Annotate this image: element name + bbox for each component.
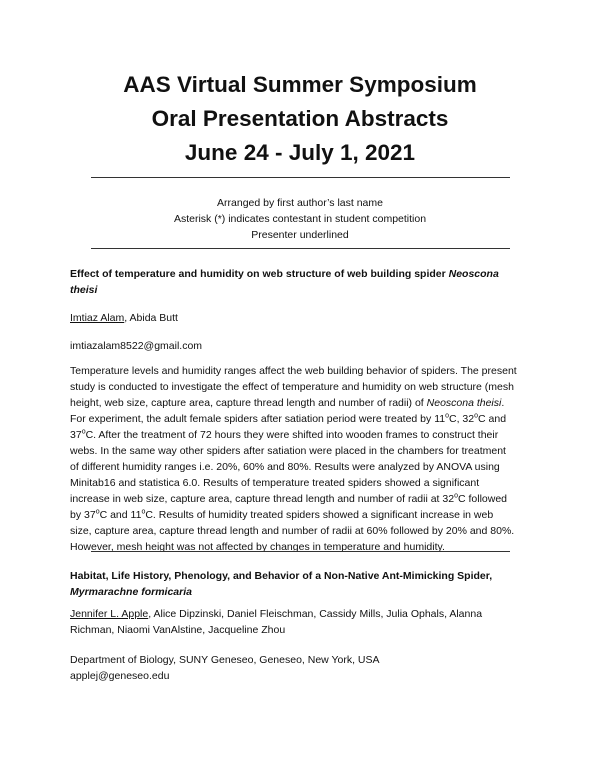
divider-rule xyxy=(91,177,510,178)
title-line-1: AAS Virtual Summer Symposium xyxy=(123,72,477,97)
divider-rule xyxy=(91,248,510,249)
abstract-1-coauthors: , Abida Butt xyxy=(124,312,178,324)
presenter-note: Presenter underlined xyxy=(251,229,349,241)
abstract-1-body xyxy=(70,363,532,555)
abstract-1-title-species-end: theisi xyxy=(70,284,98,296)
body-line: of different humidity ranges i.e. 20%, 60% and 80%. Results were analyzed by ANOVA using xyxy=(70,461,500,473)
abstract-1-presenter: Imtiaz Alam xyxy=(70,312,125,324)
body-line: Minitab16 and statistica 6.0. Results of temperature treated spiders showed a significant xyxy=(70,477,480,489)
title-line-3: June 24 - July 1, 2021 xyxy=(184,140,416,165)
abstract-2-title-text: Habitat, Life History, Phenology, and Behavior of a Non-Native Ant-Mimicking Spider, xyxy=(70,570,493,582)
abstract-2-title-species: Myrmarachne formicaria xyxy=(70,586,192,598)
abstract-1-title xyxy=(70,266,532,298)
body-line: webs. In the same way other spiders after satiation were placed in the chambers for treatment xyxy=(70,445,506,457)
abstract-2-coauthors-line-2: Richman, Niaomi VanAlstine, Jacqueline Zhou xyxy=(70,624,286,636)
abstract-1-title-text: Effect of temperature and humidity on web structure of web building spider xyxy=(70,268,449,280)
abstract-1-title-species: Neoscona xyxy=(448,268,499,280)
body-line: 37$^o$C. After the treatment of 72 hours they were shifted into wooden frames to construct their xyxy=(70,428,499,441)
body-line: However, mesh height was not affected by changes in temperature and humidity. xyxy=(70,541,445,553)
body-line: Temperature levels and humidity ranges affect the web building behavior of spiders. The present xyxy=(70,365,517,377)
abstract-1-authors xyxy=(70,310,532,326)
body-line: size, capture area, capture thread length and number of radii at 60% followed by 20% and 80%. xyxy=(70,525,515,537)
divider-rule xyxy=(91,551,510,552)
inline-species-name: Neoscona theisi xyxy=(426,397,502,409)
symposium-title xyxy=(0,68,600,170)
title-line-2: Oral Presentation Abstracts xyxy=(151,106,449,131)
body-line: increase in web size, capture area, capture thread length and number of radii at 32$^o$C followed xyxy=(70,492,508,505)
abstract-2-affiliation: Department of Biology, SUNY Geneseo, Geneseo, New York, USA xyxy=(70,654,380,666)
body-line: by 37$^o$C and 11$^o$C. Results of humidity treated spiders showed a significant increase in web xyxy=(70,508,494,521)
abstract-2-coauthors: , Alice Dipzinski, Daniel Fleischman, Cassidy Mills, Julia Ophals, Alanna xyxy=(148,608,483,620)
abstract-2-title xyxy=(70,568,532,600)
body-line: For experiment, the adult female spiders after satiation period were treated by 11$^o$C, 32$^o$C and xyxy=(70,412,507,425)
body-line: height, web size, capture area, capture thread length and number of radii) of Neoscona theisi. xyxy=(70,397,505,409)
abstract-2-authors xyxy=(70,606,532,638)
ordering-note: Arranged by first author’s last name xyxy=(217,197,383,209)
abstract-2-presenter: Jennifer L. Apple xyxy=(70,608,149,620)
body-line: study is conducted to investigate the effect of temperature and humidity on web structure (mesh xyxy=(70,381,514,393)
abstract-1-email: imtiazalam8522@gmail.com xyxy=(70,340,203,352)
abstract-2-email: applej@geneseo.edu xyxy=(70,670,170,682)
asterisk-note: Asterisk (*) indicates contestant in student competition xyxy=(173,213,427,225)
